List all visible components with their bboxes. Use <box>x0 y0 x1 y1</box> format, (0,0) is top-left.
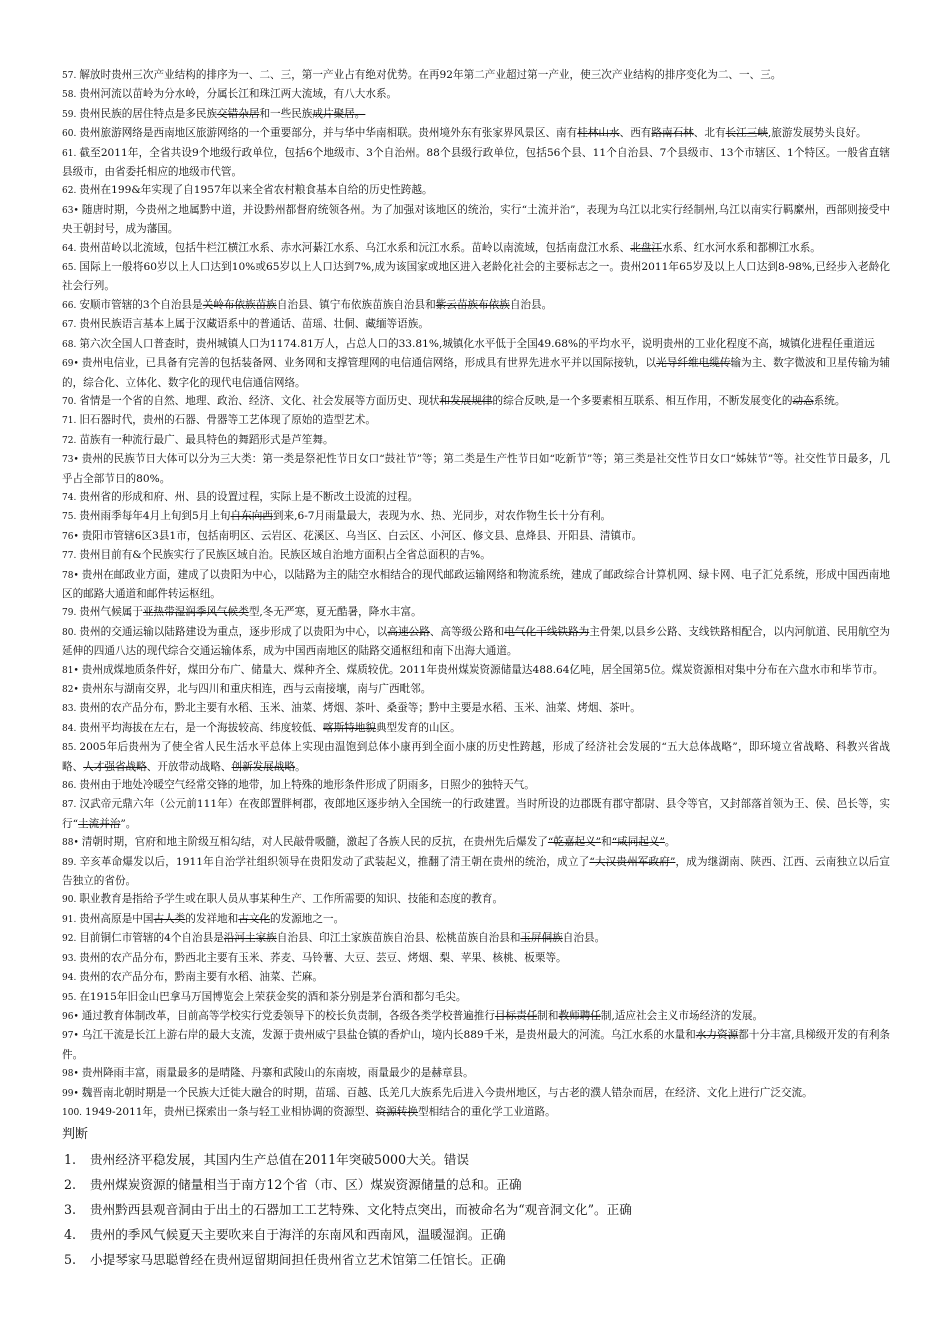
statement-number: 73• <box>62 455 79 466</box>
struck-answer-text: “乾嘉起义” <box>547 836 602 849</box>
statement-text: 贵州平均海拔在左右，是一个海拔较高、纬度较低、 <box>79 721 323 734</box>
statement-text: 主骨架,以县乡公路、支线铁路相配合，以内河航道、民用航空为延伸的四通八达的现代综合交通运输体系，成为中国西南地区的陆路交通枢纽和南下出海大通道。 <box>62 625 891 658</box>
statement-number: 59. <box>62 109 77 120</box>
judgment-number: 4. <box>64 1227 77 1243</box>
statement-item <box>62 315 890 334</box>
statement-item <box>62 1026 890 1064</box>
statement-number: 96• <box>62 1011 79 1022</box>
statement-text: 乌江干流是长江上游右岸的最大支流，发源于贵州威宁县盐仓镇的香炉山，境内长889千米，是贵州最大的河流。乌江水系的水量和 <box>81 1029 696 1042</box>
statement-item <box>62 910 890 929</box>
statement-text: 自治县。 <box>509 298 553 311</box>
judgment-text: 小提琴家马思聪曾经在贵州逗留期间担任贵州省立艺术馆第二任馆长。正确 <box>90 1252 506 1268</box>
statement-number: 62. <box>62 186 77 197</box>
statement-item <box>62 354 890 392</box>
judgment-list <box>62 1147 890 1272</box>
judgment-item <box>62 1247 890 1272</box>
statement-text: 国际上一般将60岁以上人口达到10%或65岁以上人口达到7%,成为该国家或地区进入老龄化社会的主要标志之一。贵州2011年65岁及以上人口达到8-98%,已经步入老龄化社会行列。 <box>62 261 890 293</box>
statement-text: 型,冬无严寒，夏无酷暑，降水丰富。 <box>248 606 422 619</box>
statement-text: 通过教育体制改革，目前高等学校实行党委领导下的校长负责制，各级各类学校普遍推行 <box>81 1009 495 1022</box>
statement-number: 93. <box>62 953 77 964</box>
statement-item <box>62 929 890 948</box>
statement-item <box>62 661 890 680</box>
statement-text: 苗族有一种流行最广、最具特色的舞蹈形式是芦笙舞。 <box>79 433 334 446</box>
struck-answer-text: 古人类 <box>153 912 186 925</box>
statement-text: 、高等级公路和 <box>429 625 505 638</box>
statement-number: 72. <box>62 435 77 446</box>
statement-number: 91. <box>62 914 77 925</box>
statement-text: 贵州的农产品分布，黔南主要有水稻、油菜、芒麻。 <box>79 971 323 984</box>
statement-number: 85. <box>62 743 77 754</box>
judgment-number: 2. <box>64 1177 77 1193</box>
statement-text: 2005年后贵州为了使全省人民生活水平总体上实现由温饱到总体小康再到全面小康的历史性跨越，形成了经济社会发展的“五大总体战略”，即环境立省战略、科教兴省战略、 <box>62 741 890 773</box>
statement-text: 贵州电信业，已具备有完善的包括装备网、业务网和支撑管理网的电信通信网络，形成具有世界先进水平并以国际接轨，以 <box>81 357 657 370</box>
statement-number: 83. <box>62 704 77 715</box>
statement-text: 解放时贵州三次产业结构的排序为一、二、三，第一产业占有绝对优势。在再92年第二产业超过第一产业，使三次产业结构的排序变化为二、一、三。 <box>79 69 782 81</box>
statement-number: 90. <box>62 895 77 906</box>
statement-number: 63• <box>62 205 79 216</box>
statement-text: 截至2011年，全省共设9个地级行政单位，包括6个地级市、3个自治州。88个县级行政单位，包括56个县、11个自治县、7个县级市、13个市辖区、1个特区。一般省直辖县级市，由省委托相应的地级市代管。 <box>62 146 890 179</box>
statement-text: 贵州在邮政业方面，建成了以贵阳为中心，以陆路为主的陆空水相结合的现代邮政运输网络和物流系统，建成了邮政综合计算机网、绿卡网、电子汇兑系统，形成中国西南地区的邮路大通道和邮件转运枢纽。 <box>62 568 890 600</box>
statement-item <box>62 833 890 852</box>
statement-text: 的发源地之一。 <box>270 912 345 925</box>
statement-number: 88• <box>62 838 79 849</box>
statement-text: 的综合反映,是一个多要素相互联系、相互作用，不断发展变化的 <box>492 394 793 407</box>
statement-text: 汉武帝元鼎六年（公元前111年）在夜郎置胖柯郡，夜郎地区逐步纳入全国统一的行政建置。当时所设的边郡既有郡守都尉、县令等官，又封部落首领为王、侯、邑长等，实行“ <box>62 798 890 830</box>
statement-text: 职业教育是指给予学生或在职人员从事某种生产、工作所需要的知识、技能和态度的教育。 <box>79 893 504 906</box>
statement-number: 64. <box>62 243 77 254</box>
struck-answer-text: 电气化干线铁路为 <box>504 625 590 638</box>
struck-answer-text: 和发展规律 <box>439 394 493 407</box>
statement-number: 68. <box>62 339 77 350</box>
statement-text: 随唐时期，今贵州之地属黔中道，并设黔州都督府统领各州。为了加强对该地区的统治，实行“土流并治”，表现为乌江以北实行经制州,乌江以南实行羁縻州，西部则接受中央王朝封号，成为藩国。 <box>62 203 890 236</box>
statement-item <box>62 795 890 833</box>
statement-text: 自治县、印江土家族苗族自治县、松桃苗族自治县和 <box>276 932 521 945</box>
struck-answer-text: 亚热带湿润季风气候类 <box>142 606 249 619</box>
statement-text: 贵州高原是中国 <box>79 912 154 925</box>
statement-text: 贵州目前有&个民族实行了民族区域自治。民族区域自治地方面积占全省总面积的吉%。 <box>79 549 491 562</box>
statement-text: 目前铜仁市管辖的4个自治县是 <box>79 932 224 945</box>
statement-number: 67. <box>62 320 77 331</box>
statement-item <box>62 1064 890 1083</box>
statement-text: 贵州的农产品分布，黔北主要有水稻、玉米、油菜、烤烟、茶叶、桑蚕等；黔中主要是水稻、玉米、油菜、烤烟、茶叶。 <box>79 702 641 715</box>
statement-item <box>62 680 890 699</box>
statement-item <box>62 988 890 1007</box>
statement-text: 和 <box>601 836 612 849</box>
struck-answer-text: 紫云苗族布依族 <box>435 298 510 311</box>
judgment-item <box>62 1172 890 1197</box>
statement-number: 80. <box>62 627 77 638</box>
statement-item <box>62 335 890 354</box>
struck-answer-text: 路南石林 <box>651 127 694 140</box>
statement-item <box>62 1084 890 1103</box>
statement-text: 贵阳市管辖6区3县1市，包括南明区、云岩区、花溪区、乌当区、白云区、小河区、修文县、息烽县、开阳县、清镇市。 <box>81 529 643 542</box>
statement-item <box>62 124 890 143</box>
struck-answer-text: 桂林山水 <box>577 127 620 140</box>
statement-text: 水系、红水河水系和都柳江水系。 <box>661 241 821 254</box>
statement-text: 典型发育的山区。 <box>375 721 461 734</box>
statement-number: 97• <box>62 1031 79 1042</box>
statement-item <box>62 603 890 622</box>
statement-text: 系统。 <box>813 394 846 407</box>
statement-text: 制,适应社会主义市场经济的发展。 <box>600 1009 764 1022</box>
statement-text: 魏晋南北朝时期是一个民族大迁徙大融合的时期，苗瑶、百越、氐羌几大族系先后进入今贵州地区，与古老的濮人错杂而居，在经济、文化上进行广泛交流。 <box>81 1086 813 1099</box>
statement-number: 95. <box>62 992 77 1003</box>
struck-answer-text: 古文化 <box>238 912 271 925</box>
statement-item <box>62 450 890 488</box>
statement-number: 65. <box>62 263 77 274</box>
statement-number: 94. <box>62 973 77 984</box>
struck-answer-text: 喀斯特地貌 <box>322 721 376 734</box>
statement-text: 贵州省的形成和府、州、县的设置过程，实际上是不断改土设流的过程。 <box>79 490 419 503</box>
statement-text: 、北有 <box>693 127 726 140</box>
statement-text: 旧石器时代，贵州的石器、骨器等工艺体现了原始的造型艺术。 <box>79 414 376 427</box>
struck-answer-text: 资源转换 <box>375 1105 418 1118</box>
statement-text: 贵州的民族节日大体可以分为三大类：第一类是祭祀性节日女口“鼓社节”等；第二类是生产性节日如“吃新节”等；第三类是社交性节日女口“姊妹节”等。社交性节日最多，几乎占全部节日的80%。 <box>62 453 890 485</box>
statement-text: 贵州民族语言基本上属于汉藏语系中的普通话、苗瑶、壮侗、藏缅等语族。 <box>79 318 429 331</box>
statement-item <box>62 527 890 546</box>
statement-text: 贵州东与湖南交界，北与四川和重庆相连，西与云南接壤，南与广西毗邻。 <box>81 683 432 695</box>
statement-item <box>62 85 890 104</box>
statement-text: 省情是一个省的自然、地理、政治、经济、文化、社会发展等方面历史、现状 <box>79 394 440 407</box>
statement-number: 58. <box>62 90 77 101</box>
statement-text: 贵州河流以苗岭为分水岭，分属长江和珠江两大流域，有八大水系。 <box>79 88 398 101</box>
statement-number: 78• <box>62 570 79 581</box>
judgment-number: 3. <box>64 1202 77 1218</box>
struck-answer-text: 关岭布依族苗族 <box>202 298 277 311</box>
statement-text: 和一些民族 <box>259 107 313 120</box>
statement-text: ”。 <box>120 817 137 830</box>
statement-item <box>62 546 890 565</box>
judgment-text: 贵州黔西县观音洞由于出土的石器加工工艺特殊、文化特点突出，而被命名为“观音洞文化”。正确 <box>90 1202 632 1218</box>
statement-text: 自治县、镇宁布依族苗族自治县和 <box>276 298 436 311</box>
statement-text: ，成为继湖南、陕西、江西、云南独立以后宣告独立的省份。 <box>62 855 890 888</box>
struck-answer-text: 创新发展战略 <box>231 760 296 773</box>
judgment-item <box>62 1222 890 1247</box>
statement-text: 贵州降雨丰富，雨量最多的是晴隆、丹寨和武陵山的东南坡，雨量最少的是赫章县。 <box>81 1067 474 1080</box>
statement-text: 都十分丰富,具梯级开发的有利条件。 <box>62 1029 891 1061</box>
statement-text: 。 <box>295 760 306 773</box>
statement-text: 贵州苗岭以北流域，包括牛栏江横江水系、赤水河綦江水系、乌江水系和沅江水系。苗岭以南流域，包括南盘江水系、 <box>79 241 631 254</box>
statement-number: 69• <box>62 359 79 370</box>
statement-item <box>62 144 890 182</box>
numbered-statements <box>62 66 890 1122</box>
struck-answer-text: 北盘江 <box>630 241 662 254</box>
statement-number: 76• <box>62 531 79 542</box>
statement-text: 贵州旅游网络是西南地区旅游网络的一个重要部分，并与华中华南相联。贵州境外东有张家界风景区、南有 <box>79 127 578 140</box>
struck-answer-text: 自东向西 <box>230 510 273 523</box>
statement-text: 型相结合的重化学工业道路。 <box>417 1105 556 1118</box>
struck-answer-text: 目标责任 <box>494 1009 538 1022</box>
struck-answer-text: 土流并治 <box>78 817 121 830</box>
statement-item <box>62 719 890 738</box>
statement-text: 。 <box>664 836 676 849</box>
statement-text: 贵州气候属于 <box>79 606 143 619</box>
statement-item <box>62 968 890 987</box>
statement-text: 自治县。 <box>562 932 606 945</box>
document-page <box>62 66 890 1272</box>
struck-answer-text: 动态 <box>792 394 814 407</box>
struck-answer-text: 高速公路 <box>387 625 430 638</box>
statement-number: 71. <box>62 416 77 427</box>
struck-answer-text: 成片聚居。 <box>312 107 366 120</box>
statement-text: 1949-2011年，贵州已探索出一条与轻工业相协调的资源型、 <box>85 1105 376 1118</box>
statement-number: 99• <box>62 1088 79 1099</box>
statement-item <box>62 105 890 124</box>
statement-item <box>62 258 890 296</box>
statement-number: 81• <box>62 665 79 676</box>
statement-item <box>62 1007 890 1026</box>
judgment-text: 贵州经济平稳发展，其国内生产总值在2011年突破5000大关。错误 <box>90 1152 469 1168</box>
statement-number: 77. <box>62 551 77 562</box>
statement-text: 贵州民族的居住特点是多民族 <box>79 107 218 120</box>
struck-answer-text: 水力资源 <box>695 1029 739 1042</box>
statement-item <box>62 411 890 430</box>
statement-text: 输为主、数字微波和卫星传输为辅的，综合化、立体化、数字化的现代电信通信网络。 <box>62 357 891 389</box>
statement-number: 74. <box>62 492 77 503</box>
statement-text: 制和 <box>537 1009 559 1022</box>
statement-text: 贵州成煤地质条件好，煤田分布广、储量大、煤种齐全、煤质较优。2011年贵州煤炭资源储量达488.64亿吨，居全国第5位。煤炭资源相对集中分布在六盘水市和毕节市。 <box>81 663 884 676</box>
statement-text: 辛亥革命爆发以后，1911年自治学社组织领导在贵阳发动了武装起义，推翻了清王朝在贵州的统治，成立了 <box>79 855 590 868</box>
statement-item <box>62 488 890 507</box>
statement-number: 87. <box>62 800 77 811</box>
statement-number: 61. <box>62 148 77 159</box>
statement-item <box>62 239 890 258</box>
struck-answer-text: 沿河土家族 <box>223 932 277 945</box>
statement-number: 100. <box>62 1107 83 1118</box>
statement-number: 98• <box>62 1069 79 1080</box>
statement-number: 57. <box>62 71 77 81</box>
struck-answer-text: 玉屏侗族 <box>520 932 563 945</box>
struck-answer-text: 交错杂居 <box>217 107 260 120</box>
struck-answer-text: “咸同起义” <box>611 836 665 849</box>
statement-item <box>62 890 890 909</box>
statement-item <box>62 507 890 526</box>
statement-text: 贵州雨季每年4月上旬到5月上旬 <box>79 510 231 523</box>
statement-item <box>62 181 890 200</box>
statement-number: 84. <box>62 723 77 734</box>
statement-item <box>62 66 890 85</box>
struck-answer-text: 长江三峡 <box>725 127 768 140</box>
struck-answer-text: “大汉贵州军政府” <box>589 855 676 868</box>
judgment-item <box>62 1197 890 1222</box>
statement-number: 60. <box>62 129 77 140</box>
struck-answer-text: 人才强省战略 <box>83 760 147 773</box>
statement-number: 70. <box>62 396 77 407</box>
statement-text: 、开放带动战略、 <box>146 760 232 773</box>
statement-text: 安顺市管辖的3个自治县是 <box>79 298 203 311</box>
judgment-item <box>62 1147 890 1172</box>
statement-item <box>62 296 890 315</box>
statement-item <box>62 392 890 411</box>
statement-text: 到来,6-7月雨量最大，表现为水、热、光同步，对农作物生长十分有利。 <box>272 510 612 523</box>
statement-item <box>62 738 890 776</box>
statement-item <box>62 623 890 661</box>
statement-text: 贵州在199&年实现了自1957年以来全省农村粮食基本自给的历史性跨越。 <box>79 184 433 197</box>
statement-item <box>62 699 890 718</box>
statement-text: 、西有 <box>619 127 652 140</box>
judgment-text: 贵州的季风气候夏天主要吹来自于海洋的东南风和西南风，温暖湿润。正确 <box>90 1227 506 1243</box>
statement-number: 82• <box>62 685 79 695</box>
statement-number: 79. <box>62 608 77 619</box>
statement-text: 贵州由于地处冷暖空气经常交锋的地带，加上特殊的地形条件形成了阴雨多，日照少的独特天气。 <box>79 779 535 792</box>
struck-answer-text: 光导纤维电缆传 <box>656 357 731 370</box>
statement-item <box>62 431 890 450</box>
statement-item <box>62 566 890 604</box>
statement-item <box>62 201 890 239</box>
statement-text: ,旅游发展势头良好。 <box>767 127 867 140</box>
struck-answer-text: 教师聘任 <box>558 1009 601 1022</box>
statement-item <box>62 776 890 795</box>
judgment-section-title: 判断 <box>62 1127 89 1143</box>
statement-text: 的发祥地和 <box>185 912 239 925</box>
statement-number: 89. <box>62 857 77 868</box>
statement-number: 75. <box>62 512 77 523</box>
statement-item <box>62 949 890 968</box>
statement-text: 贵州的农产品分布，黔西北主要有玉米、荞麦、马铃薯、大豆、芸豆、烤烟、梨、苹果、核桃、板栗等。 <box>79 951 567 964</box>
judgment-number: 5. <box>64 1252 77 1268</box>
statement-text: 贵州的交通运输以陆路建设为重点，逐步形成了以贵阳为中心，以 <box>79 625 388 638</box>
statement-text: 在1915年旧金山巴拿马万国博览会上荣获金奖的酒和茶分别是茅台酒和都匀毛尖。 <box>79 990 467 1003</box>
statement-number: 86. <box>62 781 77 792</box>
statement-number: 66. <box>62 300 77 311</box>
statement-item <box>62 1103 890 1122</box>
judgment-text: 贵州煤炭资源的储量相当于南方12个省（市、区）煤炭资源储量的总和。正确 <box>90 1177 522 1193</box>
statement-item <box>62 853 890 891</box>
statement-text: 清朝时期，官府和地主阶级互相勾结，对人民敲骨吸髓，激起了各族人民的反抗，在贵州先后爆发了 <box>81 836 548 849</box>
statement-text: 第六次全国人口普查时，贵州城镇人口为1174.81万人，占总人口的33.81%,城镇化水平低于全国49.68%的平均水平，说明贵州的工业化程度不高，城镇化进程任重道远 <box>79 337 875 350</box>
statement-number: 92. <box>62 934 77 945</box>
judgment-number: 1. <box>64 1152 77 1168</box>
